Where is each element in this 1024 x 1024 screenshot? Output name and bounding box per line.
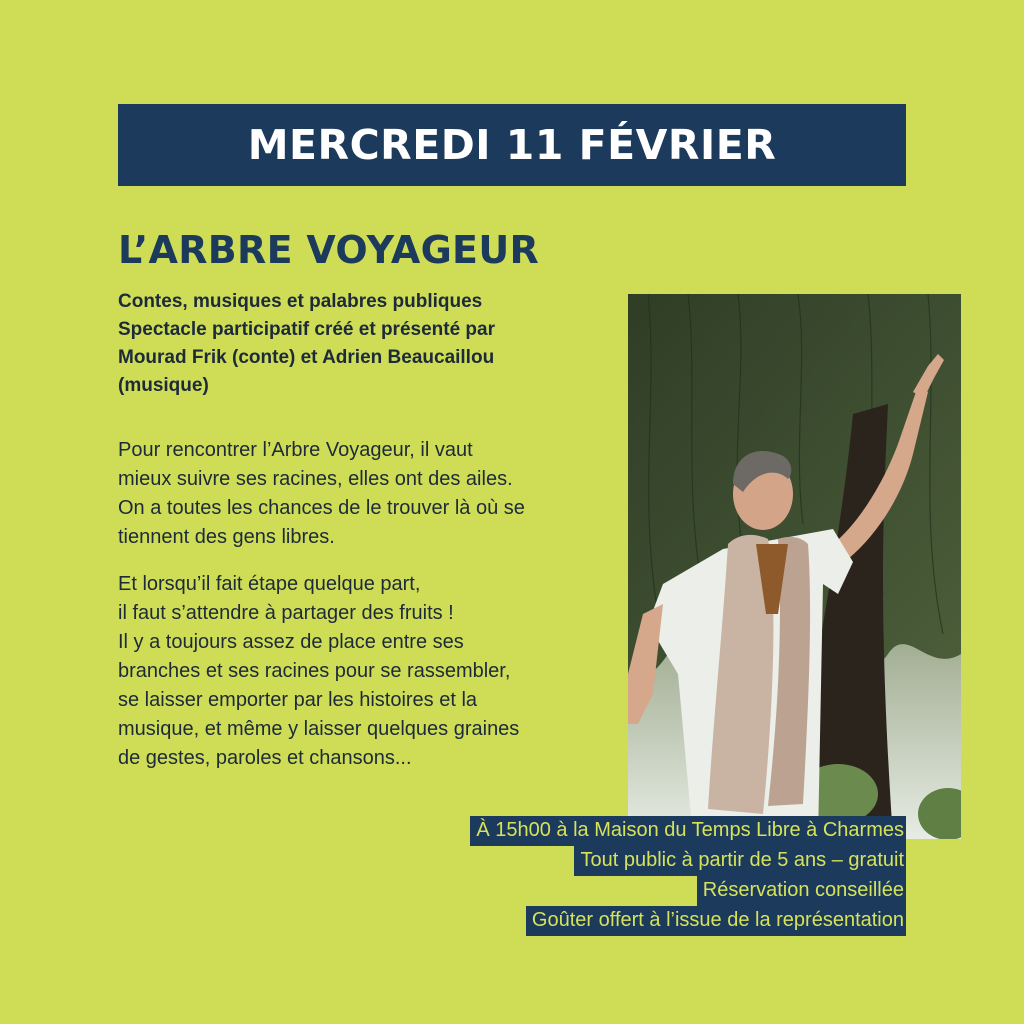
info-line: À 15h00 à la Maison du Temps Libre à Charmes (470, 816, 906, 846)
subtitle-line: Mourad Frik (conte) et Adrien Beaucaillou (118, 347, 495, 368)
paragraph-line: branches et ses racines pour se rassembler, (118, 660, 511, 682)
paragraph-line: de gestes, paroles et chansons... (118, 747, 412, 769)
paragraph-line: se laisser emporter par les histoires et la (118, 689, 478, 711)
subtitle-line: (musique) (118, 375, 209, 396)
description-paragraph-1 (118, 436, 618, 552)
info-line: Réservation conseillée (697, 876, 906, 906)
paragraph-line: musique, et même y laisser quelques graines (118, 718, 520, 740)
paragraph-line: Pour rencontrer l’Arbre Voyageur, il vaut (118, 439, 473, 461)
paragraph-line: il faut s’attendre à partager des fruits ! (118, 602, 454, 624)
info-snack (526, 906, 906, 936)
info-time-location (470, 816, 906, 846)
event-title: L’ARBRE VOYAGEUR (118, 228, 540, 272)
info-audience (574, 846, 906, 876)
description-paragraph-2 (118, 570, 618, 773)
info-line: Goûter offert à l’issue de la représentation (526, 906, 906, 936)
subtitle-line: Spectacle participatif créé et présenté par (118, 319, 495, 340)
info-line: Tout public à partir de 5 ans – gratuit (574, 846, 906, 876)
paragraph-line: tiennent des gens libres. (118, 526, 335, 548)
paragraph-line: On a toutes les chances de le trouver là où se (118, 497, 525, 519)
performer-photo (628, 294, 961, 839)
paragraph-line: mieux suivre ses racines, elles ont des ailes. (118, 468, 513, 490)
date-banner (118, 104, 906, 186)
subtitle-line: Contes, musiques et palabres publiques (118, 291, 483, 312)
paragraph-line: Il y a toujours assez de place entre ses (118, 631, 464, 653)
info-reservation (697, 876, 906, 906)
date-text: MERCREDI 11 FÉVRIER (247, 121, 777, 169)
event-subtitle (118, 288, 598, 400)
paragraph-line: Et lorsqu’il fait étape quelque part, (118, 573, 421, 595)
